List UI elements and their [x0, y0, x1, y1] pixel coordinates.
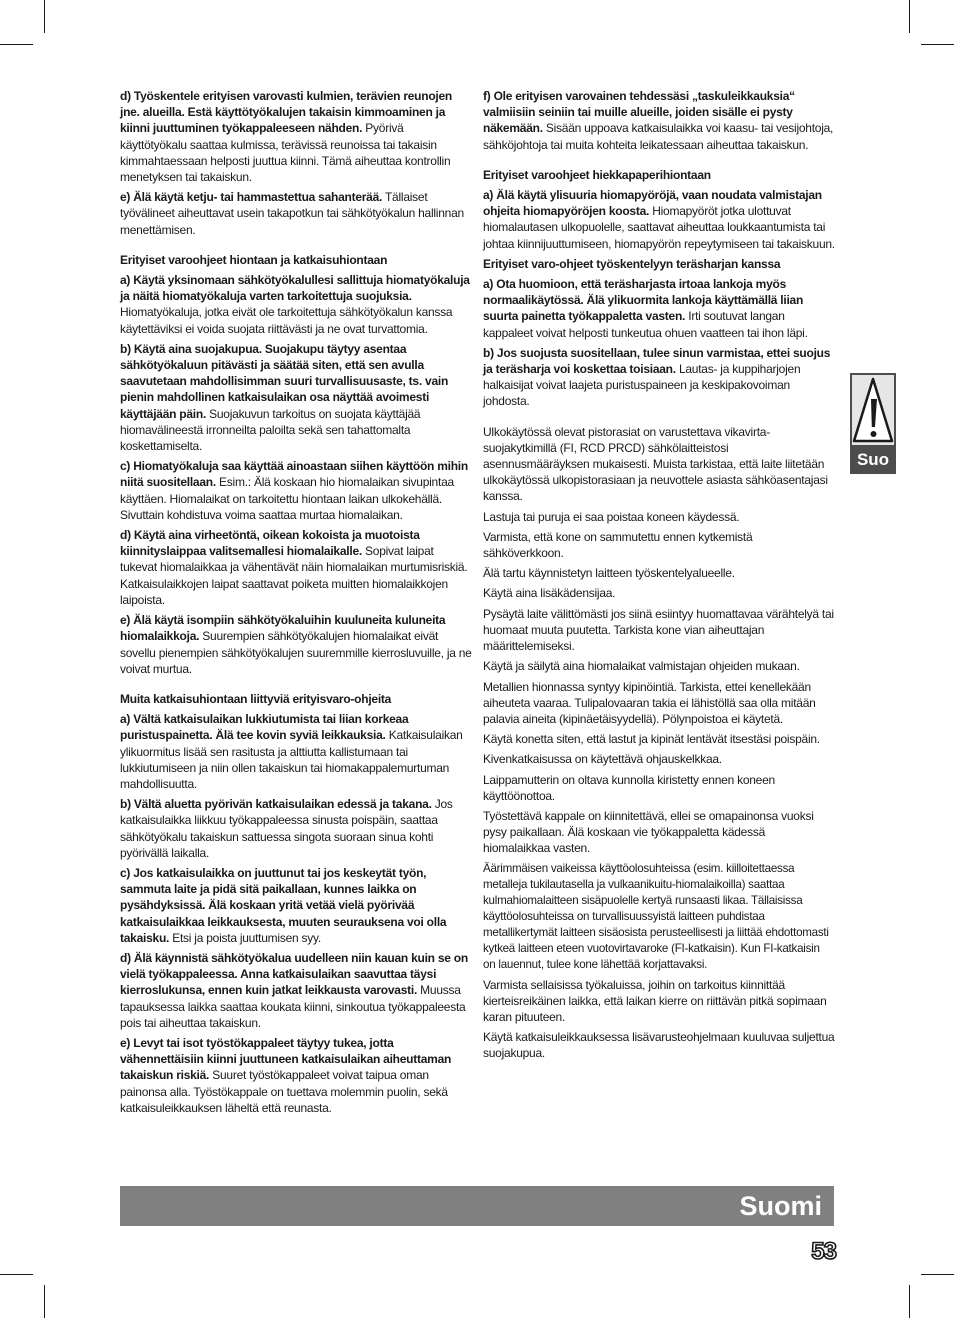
paragraph: Lastuja tai puruja ei saa poistaa koneen käydessä. [483, 509, 740, 524]
instruction-bold-lead: e) Älä käytä ketju- tai hammastettua sahanterää. [120, 190, 383, 205]
crop-mark [909, 1285, 910, 1318]
instruction-text: Hiomapyöröt jotka ulottuvat hiomalautasen ulkopuolelle, saattavat aiheuttaa loukkaantumista tai johtaa kiinnijuuttumiseen, hiomapyörön repeytymiseen tai takaiskuun. [483, 204, 835, 251]
instruction-bold-lead: b) Vältä aluetta pyörivän katkaisulaikan edessä ja takana. [120, 797, 432, 812]
paragraph: Pysäytä laite välittömästi jos siinä esiintyy huomattavaa värähtelyä tai huomaat muuta puutetta. Tarkista kone vian aiheuttajan määrittelemiseksi. [483, 606, 834, 654]
instruction-text: Muussa tapauksessa laikka saattaa koukata kiinni, sinkoutua työkappaleesta pois tai aiheuttaa takaiskun. [120, 983, 466, 1030]
instruction-bold-lead: a) Ota huomioon, että teräsharjasta irtoaa lankoja myös normaalikäytössä. Älä ylikuormita lankoja käyttämällä liian suurta painetta työkappaletta vasten. [483, 277, 804, 324]
safety-instruction [120, 189, 472, 238]
safety-instruction [120, 711, 472, 792]
safety-instruction [120, 527, 472, 608]
page-number: 53 [811, 1238, 836, 1265]
safety-instruction [483, 276, 835, 341]
instruction-bold-lead: d) Työskentele erityisen varovasti kulmien, terävien reunojen jne. alueilla. Estä käyttötyökalujen takaisin kimmoaminen ja kiinni juuttuminen työkappaleeseen nähden. [120, 89, 452, 136]
section-heading: Erityiset varoohjeet hiontaan ja katkaisuhiontaan [120, 252, 388, 267]
section-heading: Erityiset varo-ohjeet työskentelyyn teräsharjan kanssa [483, 256, 781, 271]
section-heading: Muita katkaisuhiontaan liittyviä erityisvaro-ohjeita [120, 691, 392, 706]
paragraph: Työstettävä kappale on kiinnitettävä, ellei se omapainonsa vuoksi pysy paikallaan. Älä koskaan vie työkappaletta kädessä hiomalaikkaa vasten. [483, 808, 814, 856]
paragraph: Varmista sellaisissa työkaluissa, joihin on tarkoitus kiinnittää kierteisreikäinen laikka, että laikan kierre on riittävän pitkä sopimaan karan pituuteen. [483, 977, 827, 1024]
right-text-column [483, 88, 835, 1066]
paragraph: Ulkokäytössä olevat pistorasiat on varustettava vikavirta-suojakytkimillä (FI, RCD PRCD) sähkölaitteistosi asennusmääräyksen mukaisesti. Muista tarkistaa, että laite liitetään ulkokäytössä ulkopistorasiaan ja neuvottele asiasta sähköasentajasi kanssa. [483, 424, 828, 504]
crop-mark [921, 44, 954, 45]
language-side-tab [850, 373, 896, 474]
safety-instruction [120, 458, 472, 523]
safety-instruction [120, 950, 472, 1031]
crop-mark [909, 0, 910, 33]
instruction-bold-lead: c) Hiomatyökaluja saa käyttää ainoastaan siihen käyttöön mihin niitä suositellaan. [120, 459, 468, 490]
instruction-text: Hiomatyökaluja, jotka eivät ole tarkoitettuja sähkötyökalun kanssa käytettäviksi ei voida suojata riittävästi ja ne ovat turvattomia. [120, 305, 453, 336]
instruction-text: Etsi ja poista juuttumisen syy. [169, 930, 321, 945]
instruction-bold-lead: b) Käytä aina suojakupua. Suojakupu täytyy asentaa sähkötyökaluun pitävästi ja säätää siten, että sen avulla saavutetaan mahdollisimman suuri turvallisuusaste, ts. vain pienin mahdollinen katkaisulaikan osa näyttää avoimesti käyttäjään päin. [120, 341, 449, 421]
safety-instruction [120, 88, 472, 185]
instruction-bold-lead: a) Älä käytä ylisuuria hiomapyöröjä, vaan noudata valmistajan ohjeita hiomapyöröjen koosta. [483, 188, 822, 219]
crop-mark [0, 44, 33, 45]
crop-mark [44, 0, 45, 33]
paragraph: Äärimmäisen vaikeissa käyttöolosuhteissa (esim. kiilloitettaessa metalleja tukilautasella ja vulkaanikuitu-hiomalaikoilla) saattaa kulmahiomalaitteen sisäpuolelle kertyä runsaasti likaa. Tällaisissa käyttöolosuhteissa on turvallisuussyistä laitteen puhdistaa metallikertymät laitteen sisäosista perusteellisesti ja liittää ehdottomasti kytkeä laitteen eteen vuotovirtavaroke (FI-katkaisin). Kun FI-katkaisin on lauennut, tulee kone lähettää korjattavaksi. [483, 861, 829, 971]
instruction-text: Pyörivä käyttötyökalu saattaa kulmissa, terävissä reunoissa tai takaisin kimmahtaessaan helposti juuttua kiinni. Tämä aiheuttaa kontrollin menetyksen tai takaiskun. [120, 121, 451, 185]
crop-mark [44, 1285, 45, 1318]
paragraph: Kivenkatkaisussa on käytettävä ohjauskelkkaa. [483, 752, 722, 767]
instruction-bold-lead: b) Jos suojusta suositellaan, tulee sinun varmistaa, ettei suojus ja teräsharja voi koskettaa toisiaan. [483, 345, 831, 377]
paragraph: Laippamutterin on oltava kunnolla kiristetty ennen koneen käyttöönottoa. [483, 772, 775, 803]
paragraph: Käytä ja säilytä aina hiomalaikat valmistajan ohjeiden mukaan. [483, 659, 800, 674]
instruction-text: Sisään uppoava katkaisulaikka voi kaasu- tai vesijohtoja, sähköjohtoja tai muita kohteita leikatessaan aiheuttaa takaiskun. [483, 121, 834, 152]
instruction-text: Esim.: Älä koskaan hio hiomalaikan sivupintaa käyttäen. Hiomalaikat on tarkoitettu hiontaan laikan ulkokehällä. Sivuttain kohdistuva voima saattaa murtaa hiomalaikan. [120, 475, 454, 522]
instruction-text: Irti soutuvat langan kappaleet voivat helposti tunkeutua ohuen vaatteen tai ihon läpi. [483, 309, 808, 340]
instruction-bold-lead: d) Älä käynnistä sähkötyökalua uudelleen niin kauan kuin se on vielä työkappaleessa. Anna katkaisulaikan saavuttaa täysi kierroslukunsa, ennen kuin jatkat leikkausta varovasti. [120, 950, 468, 998]
safety-instruction [120, 341, 472, 454]
instruction-text: Tällaiset työvälineet aiheuttavat usein takapotkun tai sähkötyökalun hallinnan menettämisen. [120, 190, 464, 237]
instruction-text: Sopivat laipat tukevat hiomalaikkaa ja vähentävät näin hiomalaikan murtumisriskiä. Katkaisulaikkojen laipat saattavat poiketa muitten hiomalaikkojen laipoista. [120, 544, 468, 607]
paragraph: Älä tartu käynnistetyn laitteen työskentelyalueelle. [483, 566, 735, 581]
safety-instruction [120, 796, 472, 861]
safety-instruction [120, 1035, 472, 1116]
warning-exclamation-icon [850, 373, 896, 447]
instruction-bold-lead: a) Vältä katkaisulaikan lukkiutumista tai liian korkeaa puristuspainetta. Älä tee kovin syviä leikkauksia. [120, 712, 409, 743]
instruction-bold-lead: f) Ole erityisen varovainen tehdessäsi „taskuleikkauksia“ valmiisiin seiniin tai muille alueille, joiden sisälle ei pysty näkemään. [483, 89, 795, 136]
safety-instruction [483, 88, 835, 153]
paragraph: Käytä konetta siten, että lastut ja kipinät lentävät itsestäsi poispäin. [483, 732, 820, 747]
instruction-bold-lead: e) Levyt tai isot työstökappaleet täytyy tukea, jotta vähennettäisiin kiinni juuttuneen katkaisulaikan aiheuttaman takaiskun riskiä. [120, 1035, 452, 1083]
footer-title: Suomi [739, 1191, 822, 1221]
instruction-text: Lautas- ja kuppiharjojen halkaisijat voivat laajeta puristuspaineen ja keskipakovoiman johdosta. [483, 362, 801, 409]
crop-mark [921, 1274, 954, 1275]
paragraph: Käytä katkaisuleikkauksessa lisävarusteohjelmaan kuuluvaa suljettua suojakupua. [483, 1030, 835, 1061]
instruction-text: Suurempien sähkötyökalujen hiomalaikat eivät sovellu pienempien sähkötyökalujen suuremmille kierrosluvuille, ja ne voivat murtua. [120, 629, 472, 676]
side-tab-label: Suo [856, 450, 890, 469]
footer-language-bar [120, 1186, 834, 1226]
instruction-bold-lead: a) Käytä yksinomaan sähkötyökalullesi sallittuja hiomatyökaluja ja näitä hiomatyökaluja varten tarkoitettuja suojuksia. [120, 273, 470, 304]
safety-instruction [120, 612, 472, 677]
safety-instruction [120, 272, 472, 337]
instruction-bold-lead: e) Älä käytä isompiin sähkötyökaluihin kuuluneita kuluneita hiomalaikkoja. [120, 613, 446, 644]
instruction-text: Katkaisulaikan ylikuormitus lisää sen rasitusta ja alttiutta kallistumaan tai lukkiutumiseen ja niin ollen takaiskun tai hiomakappalemurtuman mahdollisuutta. [120, 728, 463, 791]
safety-instruction [483, 187, 835, 252]
safety-instruction [120, 865, 472, 946]
instruction-text: Suojakuvun tarkoitus on suojata käyttäjää hiomavälineestä irronneilta paloilta sekä sen tahattomalta koskettamiselta. [120, 406, 421, 454]
section-heading: Erityiset varoohjeet hiekkapaperihiontaan [483, 167, 711, 182]
paragraph: Metallien hionnassa syntyy kipinöintiä. Tarkista, ettei kenellekään aiheuteta vaaraa. Tulipalovaaran takia ei lähistöllä saa olla mitään palavia aineita (kipinäetäisyydellä). Pölynpoistoa ei käytetä. [483, 679, 816, 726]
left-text-column [120, 88, 472, 1120]
paragraph: Varmista, että kone on sammutettu ennen kytkemistä sähköverkkoon. [483, 529, 753, 561]
instruction-text: Jos katkaisulaikka liikkuu työkappaleessa sinusta poispäin, saattaa sähkötyökalu takaiskun sattuessa singota suoraan sinua kohti pyörivällä laikalla. [120, 797, 453, 860]
instruction-text: Suuret työstökappaleet voivat taipua oman painonsa alla. Työstökappale on tuettava molemmin puolin, sekä katkaisuleikkauksen läheltä että reunasta. [120, 1068, 448, 1115]
crop-mark [0, 1274, 33, 1275]
paragraph: Käytä aina lisäkädensijaa. [483, 586, 616, 601]
instruction-bold-lead: d) Käytä aina virheetöntä, oikean kokoista ja muotoista kiinnityslaippaa valitsemallesi hiomalaikalle. [120, 528, 420, 559]
safety-instruction [483, 345, 835, 410]
instruction-bold-lead: c) Jos katkaisulaikka on juuttunut tai jos keskeytät työn, sammuta laite ja pidä sitä paikallaan, kunnes laikka on pysähdyksissä. Älä koskaan yritä vetää vielä pyörivää katkaisulaikkaa leikkauksesta, muuten seurauksena voi olla takaisku. [120, 865, 447, 945]
